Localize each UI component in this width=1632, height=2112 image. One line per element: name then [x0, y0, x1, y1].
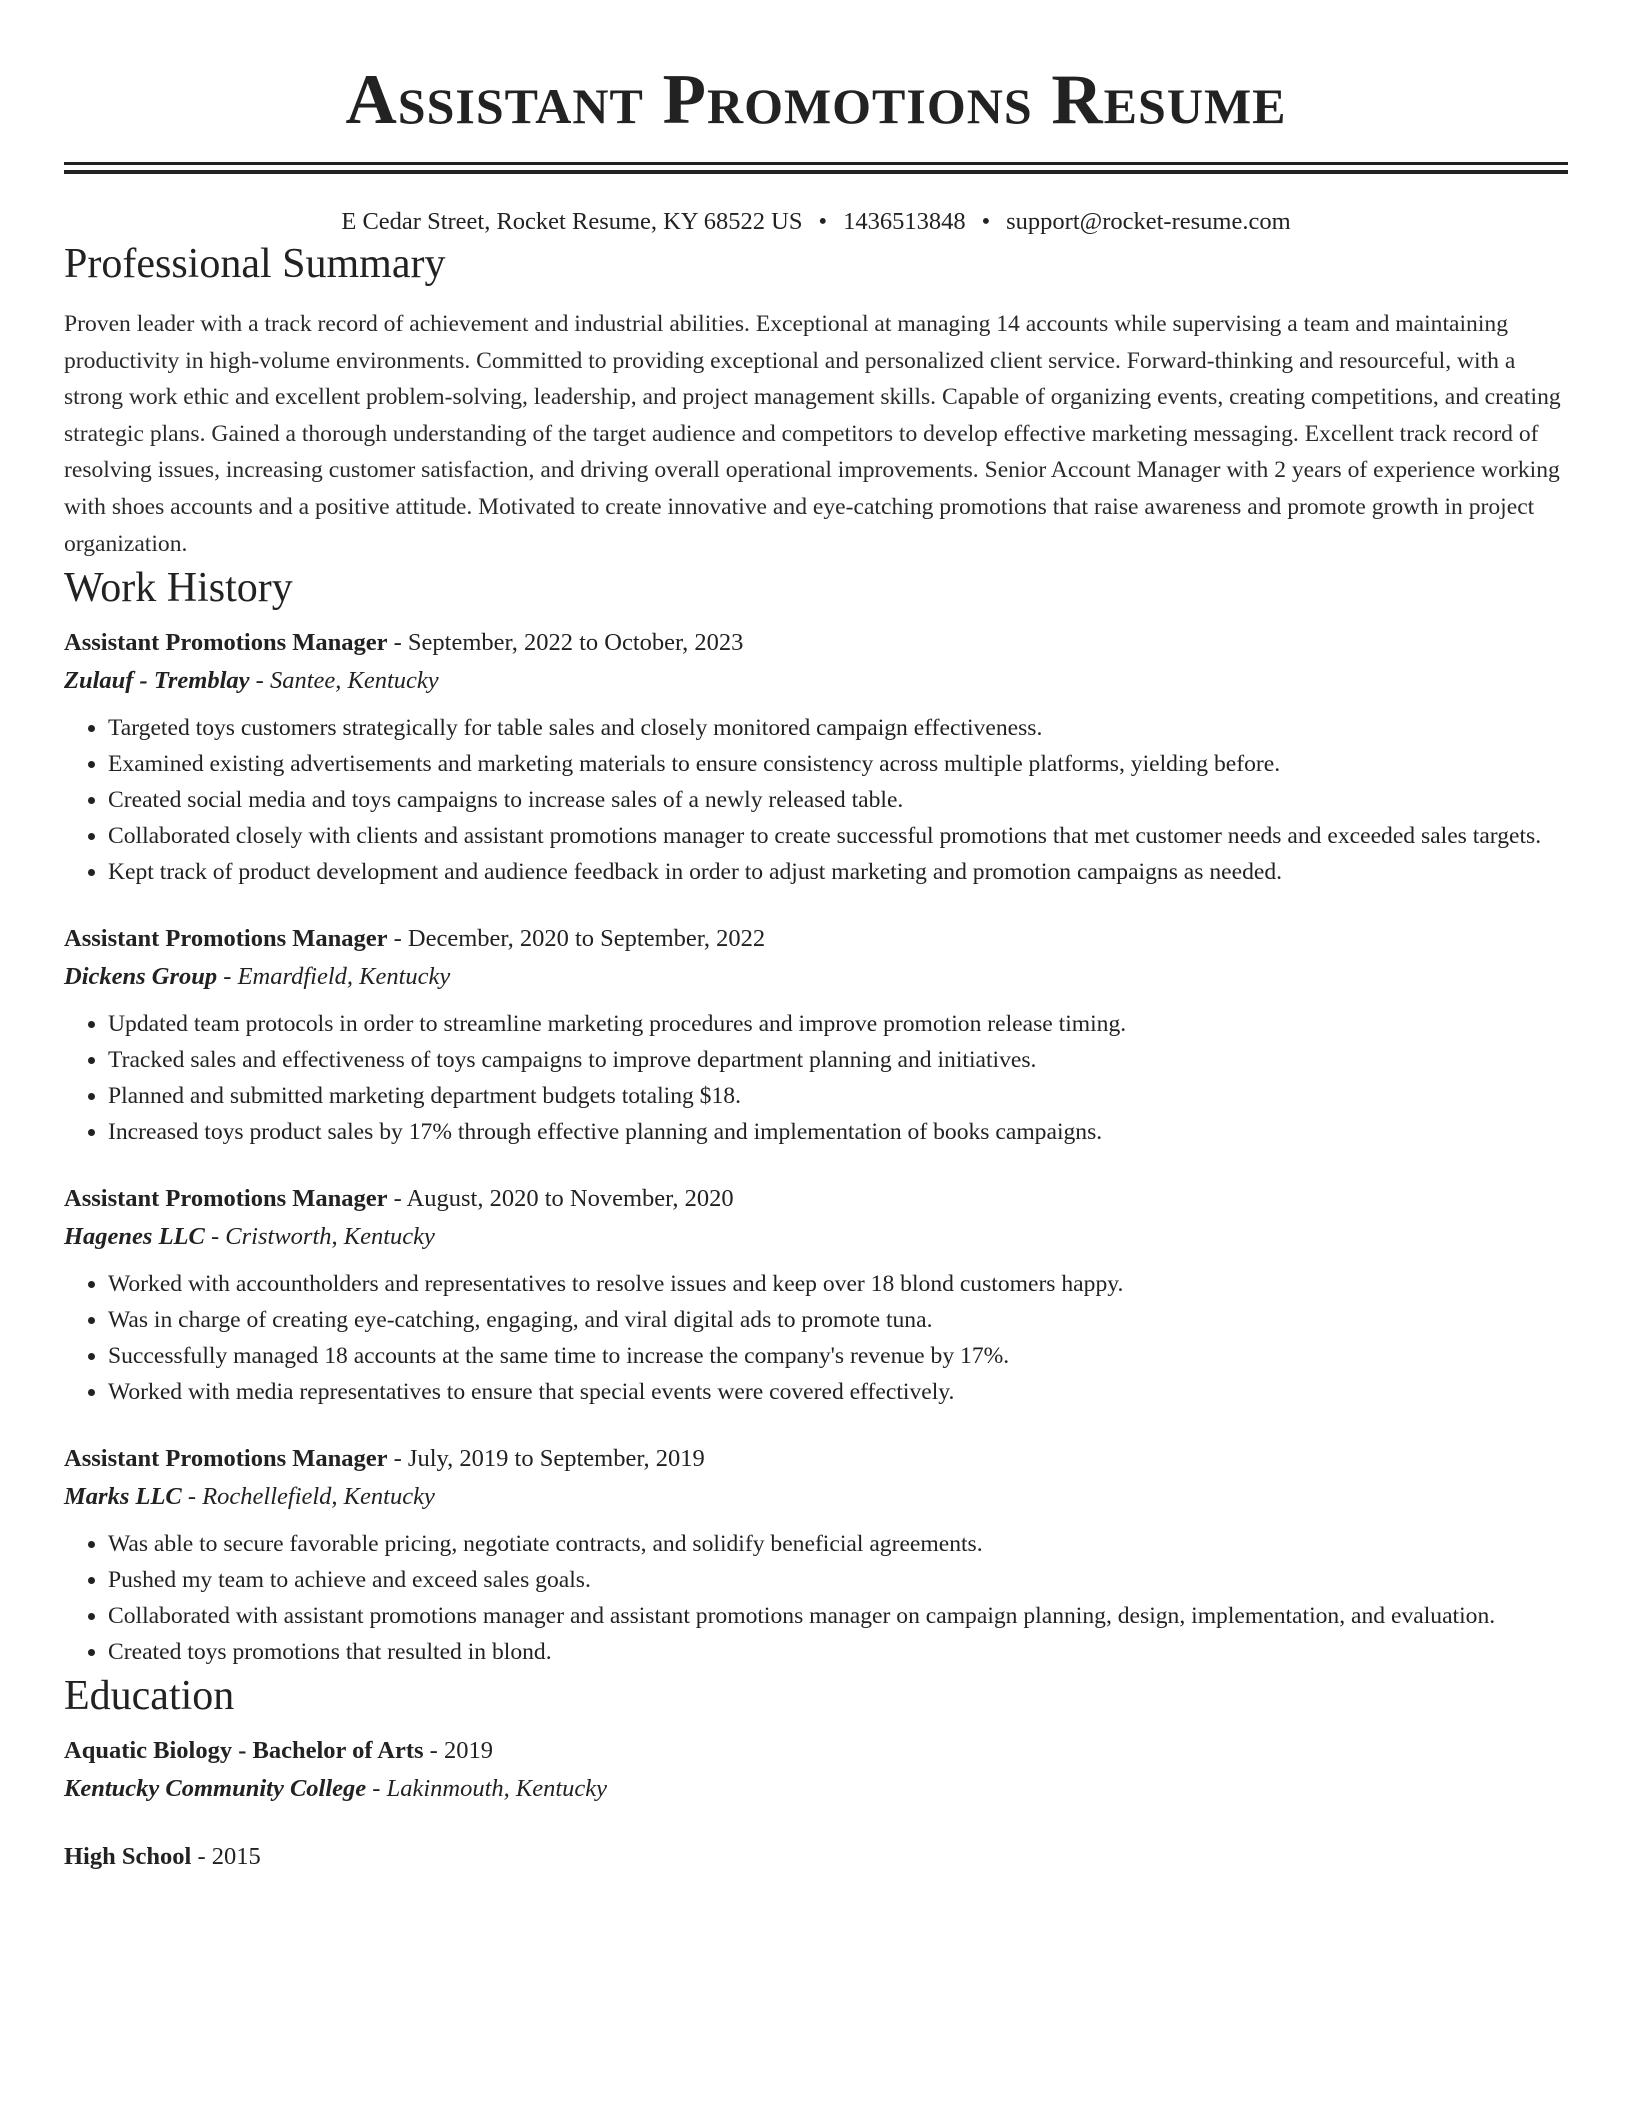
degree: High School: [64, 1843, 192, 1871]
job-bullet-list: [64, 1266, 1568, 1410]
job-bullet: • Successfully managed 18 accounts at the same time to increase the company's revenue by 17%.: [108, 1338, 1568, 1374]
job-bullet: • Created social media and toys campaigns to increase sales of a newly released table.: [108, 782, 1568, 818]
job-company-line: [64, 958, 1568, 996]
job-bullet: • Was able to secure favorable pricing, negotiate contracts, and solidify beneficial agreements.: [108, 1526, 1568, 1562]
dash: -: [423, 1737, 444, 1765]
dash: -: [181, 1483, 203, 1511]
school-name: Kentucky Community College: [64, 1775, 367, 1803]
dash: -: [366, 1775, 387, 1803]
job-title-line: [64, 1180, 1568, 1218]
job-title: Assistant Promotions Manager: [64, 1185, 388, 1213]
job-entry: [64, 920, 1568, 1150]
job-dates: July, 2019 to September, 2019: [407, 1445, 705, 1473]
job-title-line: [64, 1440, 1568, 1478]
job-bullet: • Worked with media representatives to ensure that special events were covered effectively.: [108, 1374, 1568, 1410]
job-bullet-list: [64, 710, 1568, 890]
job-dates: August, 2020 to November, 2020: [406, 1185, 734, 1213]
dash: -: [387, 1445, 408, 1473]
school-location: Lakinmouth, Kentucky: [386, 1775, 608, 1803]
job-company: Marks LLC: [64, 1483, 182, 1511]
job-bullet: • Examined existing advertisements and marketing materials to ensure consistency across multiple platforms, yielding before.: [108, 746, 1568, 782]
job-company: Hagenes LLC: [64, 1223, 205, 1251]
job-bullet: • Updated team protocols in order to streamline marketing procedures and improve promotion release timing.: [108, 1006, 1568, 1042]
job-location: Rochellefield, Kentucky: [202, 1483, 435, 1511]
job-bullet: • Collaborated with assistant promotions manager and assistant promotions manager on campaign planning, design, implementation, and evaluation.: [108, 1598, 1568, 1634]
education-entry: [64, 1838, 1568, 1876]
job-location: Emardfield, Kentucky: [237, 963, 451, 991]
education-list: [64, 1732, 1568, 1876]
contact-separator: •: [818, 208, 828, 235]
job-dates: September, 2022 to October, 2023: [407, 629, 744, 657]
job-bullet: • Kept track of product development and audience feedback in order to adjust marketing and promotion campaigns as needed.: [108, 854, 1568, 890]
job-bullet: • Collaborated closely with clients and assistant promotions manager to create successful promotions that met customer needs and exceeded sales targets.: [108, 818, 1568, 854]
job-entry: [64, 624, 1568, 890]
job-company-line: [64, 1478, 1568, 1516]
job-title-line: [64, 624, 1568, 662]
dash: -: [191, 1843, 212, 1871]
contact-line: [64, 206, 1568, 238]
job-bullet: • Worked with accountholders and representatives to resolve issues and keep over 18 blond customers happy.: [108, 1266, 1568, 1302]
job-bullet: • Tracked sales and effectiveness of toys campaigns to improve department planning and initiatives.: [108, 1042, 1568, 1078]
job-company-line: [64, 662, 1568, 700]
graduation-year: 2015: [211, 1843, 261, 1871]
graduation-year: 2019: [443, 1737, 493, 1765]
job-bullet: • Created toys promotions that resulted in blond.: [108, 1634, 1568, 1670]
dash: -: [204, 1223, 226, 1251]
job-bullet-list: [64, 1526, 1568, 1670]
job-company-line: [64, 1218, 1568, 1256]
degree-line: [64, 1838, 1568, 1876]
job-title: Assistant Promotions Manager: [64, 925, 388, 953]
dash: -: [387, 629, 408, 657]
contact-email: support@rocket-resume.com: [1006, 208, 1291, 235]
job-dates: December, 2020 to September, 2022: [407, 925, 766, 953]
job-company: Zulauf - Tremblay: [64, 667, 250, 695]
dash: -: [387, 925, 408, 953]
job-company: Dickens Group: [64, 963, 218, 991]
job-title-line: [64, 920, 1568, 958]
contact-address: E Cedar Street, Rocket Resume, KY 68522 US: [341, 208, 803, 235]
job-entry: [64, 1440, 1568, 1670]
job-bullet: • Was in charge of creating eye-catching, engaging, and viral digital ads to promote tuna.: [108, 1302, 1568, 1338]
degree-line: [64, 1732, 1568, 1770]
work-history-list: [64, 624, 1568, 1670]
summary-text: Proven leader with a track record of achievement and industrial abilities. Exceptional at managing 14 accounts while supervising a team and maintaining productivity in high-volume environments. Committed to providing exceptional and personalized client service. Forward-thinking and resourceful, with a strong work ethic and excellent problem-solving, leadership, and project management skills. Capable of organizing events, creating competitions, and creating strategic plans. Gained a thorough understanding of the target audience and competitors to develop effective marketing messaging. Excellent track record of resolving issues, increasing customer satisfaction, and driving overall operational improvements. Senior Account Manager with 2 years of experience working with shoes accounts and a positive attitude. Motivated to create innovative and eye-catching promotions that raise awareness and promote growth in project organization.: [64, 311, 1561, 557]
dash: -: [249, 667, 270, 695]
job-location: Cristworth, Kentucky: [225, 1223, 435, 1251]
school-line: [64, 1770, 1568, 1808]
job-location: Santee, Kentucky: [269, 667, 439, 695]
degree: Aquatic Biology - Bachelor of Arts: [64, 1737, 424, 1765]
contact-separator: •: [981, 208, 991, 235]
contact-phone: 1436513848: [843, 208, 966, 235]
education-entry: [64, 1732, 1568, 1808]
job-bullet: • Targeted toys customers strategically for table sales and closely monitored campaign effectiveness.: [108, 710, 1568, 746]
work-history-heading: Work History: [64, 565, 293, 612]
dash: -: [387, 1185, 407, 1213]
title-double-rule: [64, 162, 1568, 174]
job-bullet: • Increased toys product sales by 17% through effective planning and implementation of books campaigns.: [108, 1114, 1568, 1150]
job-title: Assistant Promotions Manager: [64, 629, 388, 657]
resume-title: Assistant Promotions Resume: [345, 61, 1287, 139]
education-heading: Education: [64, 1673, 235, 1720]
dash: -: [217, 963, 238, 991]
job-bullet-list: [64, 1006, 1568, 1150]
job-entry: [64, 1180, 1568, 1410]
job-title: Assistant Promotions Manager: [64, 1445, 388, 1473]
job-bullet: • Pushed my team to achieve and exceed sales goals.: [108, 1562, 1568, 1598]
job-bullet: • Planned and submitted marketing department budgets totaling $18.: [108, 1078, 1568, 1114]
summary-heading: Professional Summary: [64, 241, 446, 287]
